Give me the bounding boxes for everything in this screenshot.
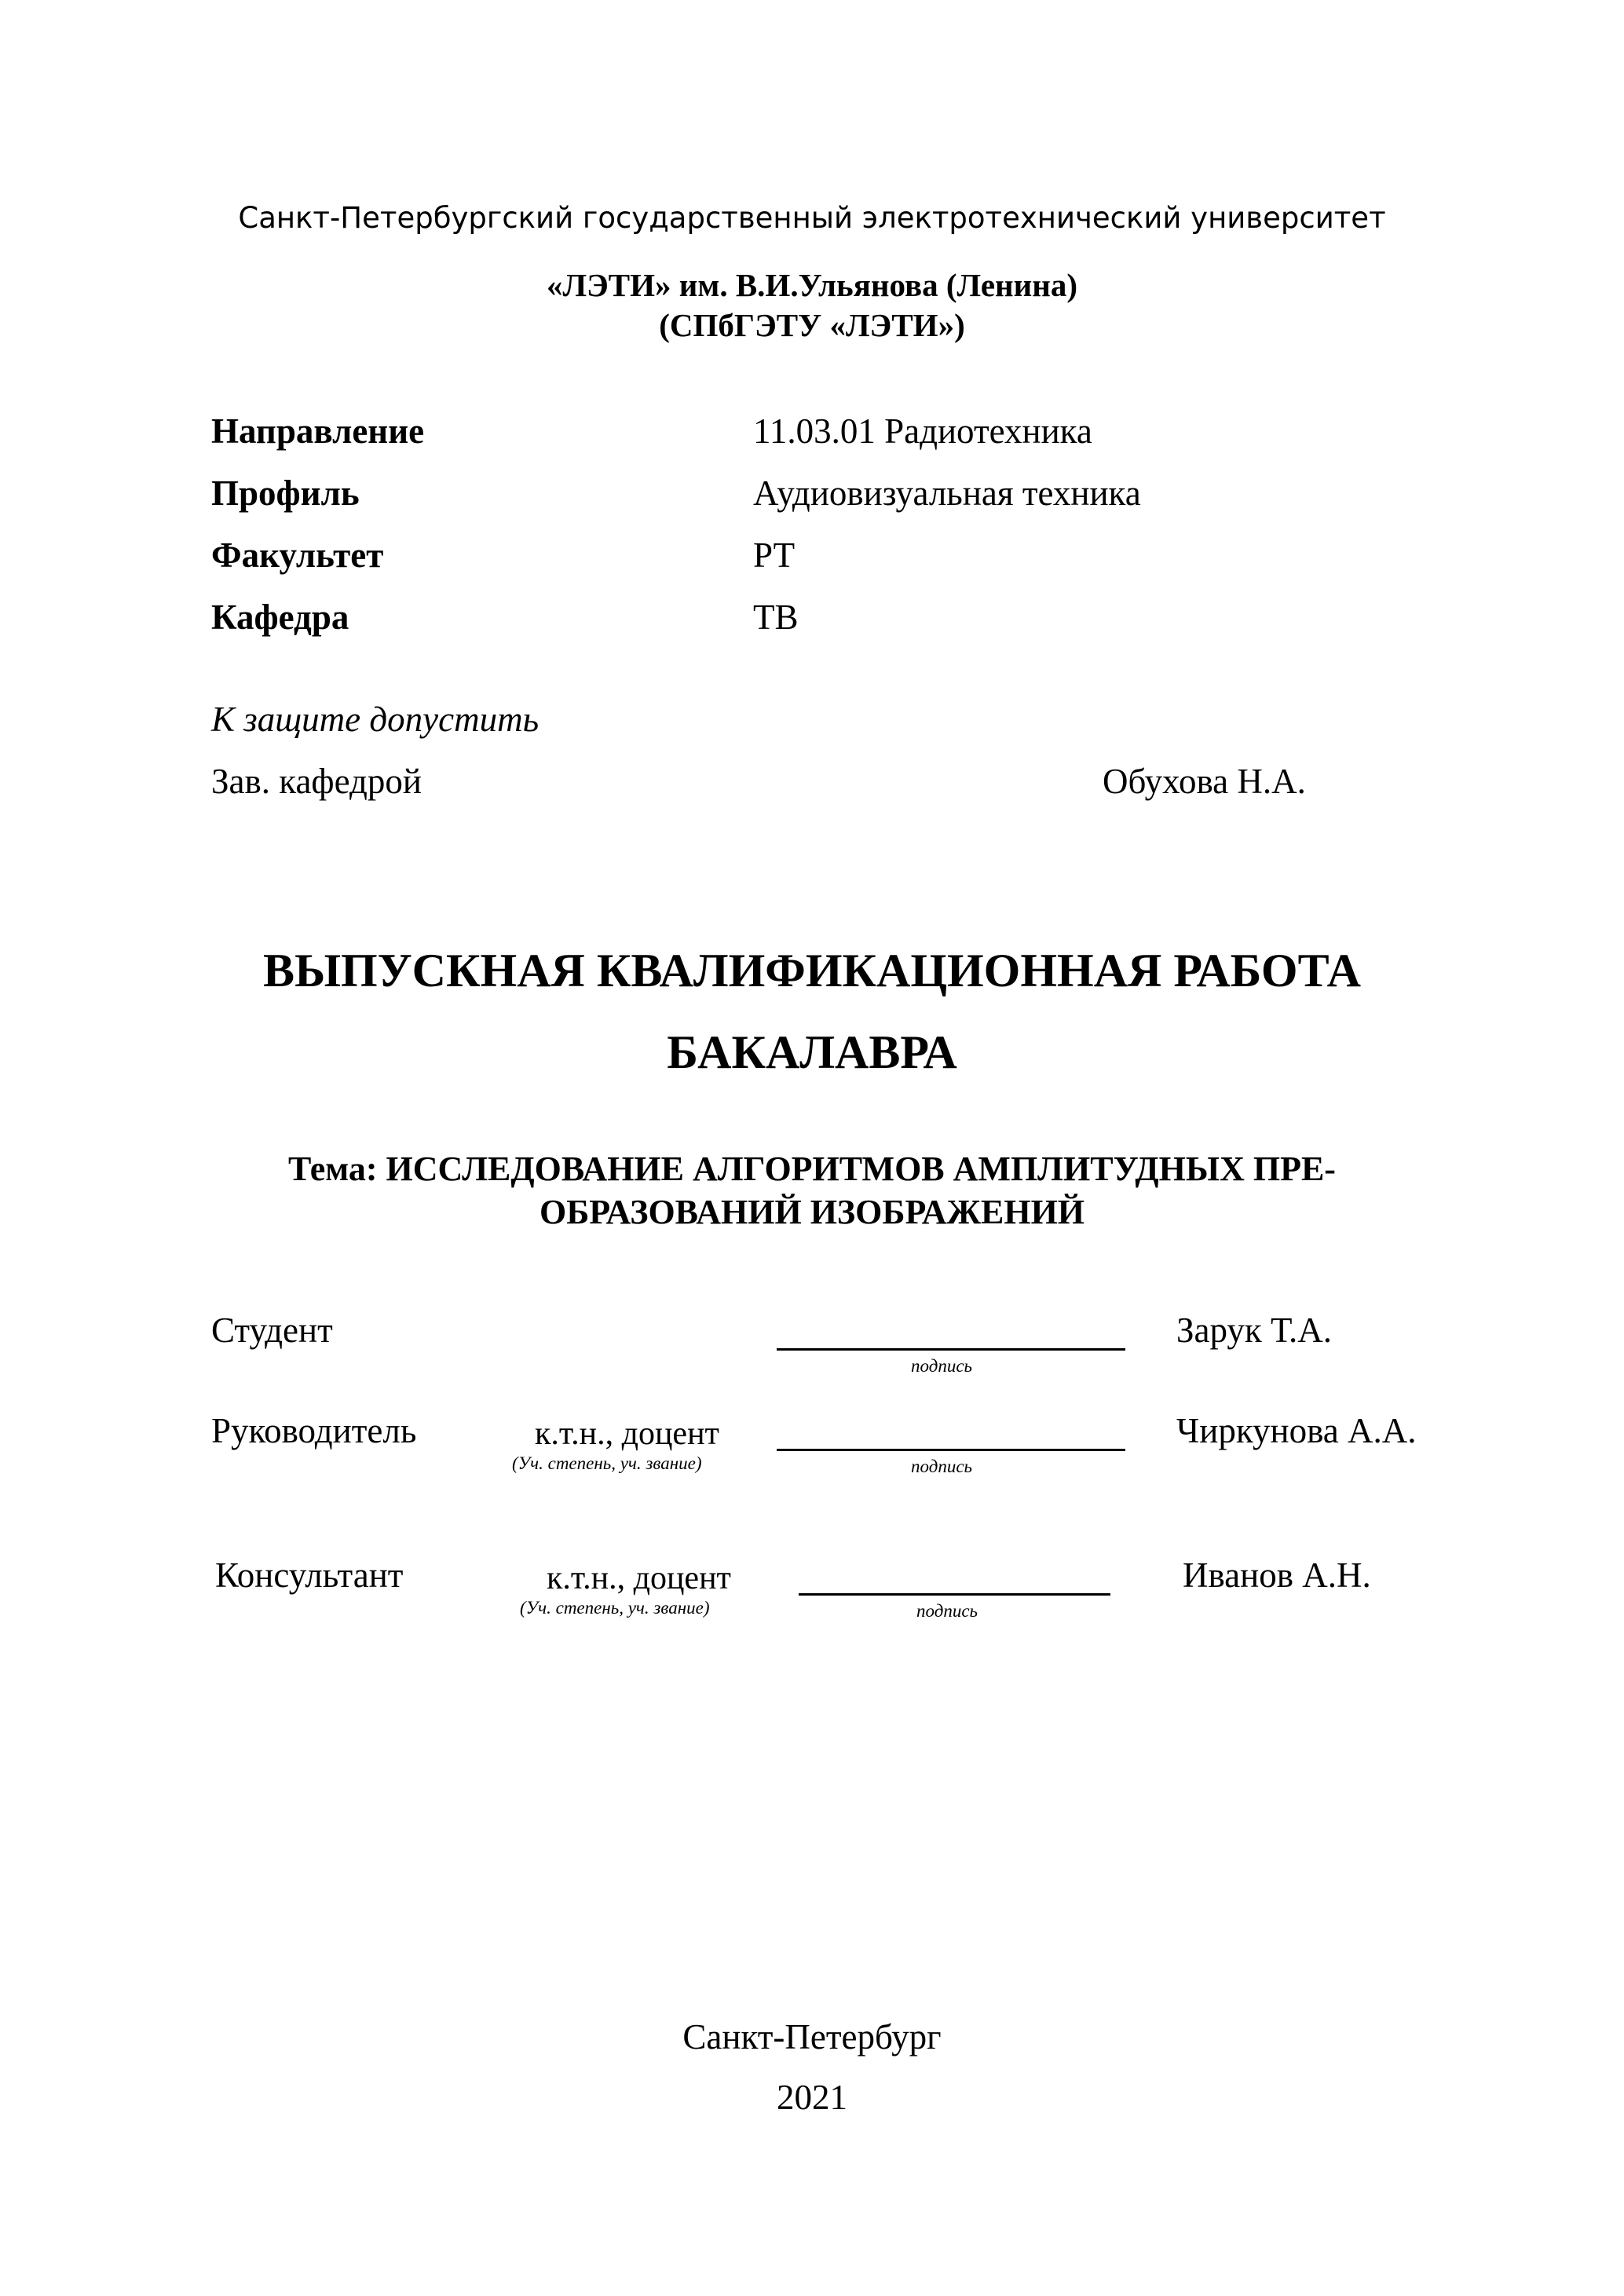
signature-role: Консультант [215,1556,404,1595]
topic-line1: Тема: ИССЛЕДОВАНИЕ АЛГОРИТМОВ АМПЛИТУДНЫХ ПРЕ- [288,1150,1336,1188]
approval-name: Обухова Н.А. [1103,762,1306,801]
university-abbreviation: (СПбГЭТУ «ЛЭТИ») [659,307,965,343]
footer-year: 2021 [777,2078,847,2117]
info-label-department: Кафедра [211,598,349,637]
degree-caption: (Уч. степень, уч. звание) [512,1453,702,1473]
signature-role: Руководитель [211,1411,417,1450]
signature-caption: подпись [911,1356,973,1376]
signature-caption: подпись [911,1457,973,1476]
topic-line2: ОБРАЗОВАНИЙ ИЗОБРАЖЕНИЙ [539,1193,1085,1231]
approval-text: К защите допустить [211,700,540,739]
signature-name: Иванов А.Н. [1183,1556,1371,1595]
university-full-name: «ЛЭТИ» им. В.И.Ульянова (Ленина) [546,267,1078,303]
info-value-direction: 11.03.01 Радиотехника [753,411,1092,451]
info-label-faculty: Факультет [211,536,384,575]
info-value-department: ТВ [753,598,799,637]
signature-line [777,1348,1125,1351]
approval-role: Зав. кафедрой [211,762,422,801]
document-title-line2: БАКАЛАВРА [667,1026,957,1078]
signature-degree: к.т.н., доцент [535,1416,719,1452]
info-label-direction: Направление [211,411,425,451]
signature-role: Студент [211,1311,333,1350]
signature-caption: подпись [916,1601,978,1621]
footer-city: Санкт-Петербург [682,2017,942,2057]
university-name: Санкт-Петербургский государственный электротехнический университет [238,201,1386,235]
document-title-line1: ВЫПУСКНАЯ КВАЛИФИКАЦИОННАЯ РАБОТА [263,945,1361,996]
info-label-profile: Профиль [211,473,360,513]
signature-name: Чиркунова А.А. [1176,1411,1417,1450]
signature-degree: к.т.н., доцент [547,1560,731,1596]
info-value-faculty: РТ [753,536,796,575]
info-value-profile: Аудиовизуальная техника [753,473,1141,513]
degree-caption: (Уч. степень, уч. звание) [520,1598,710,1618]
signature-line [799,1593,1110,1596]
signature-name: Зарук Т.А. [1176,1311,1333,1350]
signature-line [777,1449,1125,1451]
